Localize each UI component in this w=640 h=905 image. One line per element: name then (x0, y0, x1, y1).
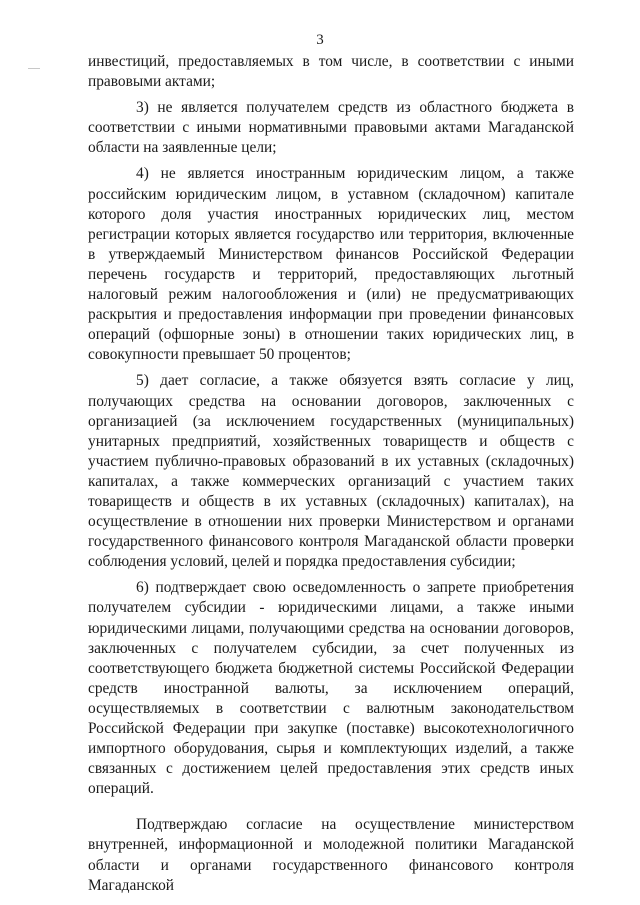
margin-mark (28, 68, 40, 69)
paragraph-item-4: 4) не является иностранным юридическим лицом, а также российским юридическим лицом, в уставном (складочном) капитале которого доля участия иностранных юридических лиц, местом регистрации которых является государство или территория, включенные в утверждаемый Министерством финансов Российской Федерации перечень государств и территорий, предоставляющих льготный налоговый режим налогообложения и (или) не предусматривающих раскрытия и предоставления информации при проведении финансовых операций (офшорные зоны) в отношении таких юридических лиц, в совокупности превышает 50 процентов; (88, 165, 574, 364)
paragraph-continuation: инвестиций, предоставляемых в том числе, в соответствии с иными правовыми актами; (88, 53, 574, 91)
page-number: 3 (316, 32, 324, 48)
paragraph-consent: Подтверждаю согласие на осуществление министерством внутренней, информационной и молодежной политики Магаданской области и органами государственного финансового контроля Магаданской (88, 816, 574, 894)
paragraph-item-6: 6) подтверждает свою осведомленность о запрете приобретения получателем субсидии - юридическими лицами, а также иными юридическими лицами, получающими средства на основании договоров, заключенных с получателем субсидии, за счет полученных из соответствующего бюджета бюджетной системы Российской Федерации средств иностранной валюты, за исключением операций, осуществляемых в соответствии с валютным законодательством Российской Федерации при закупке (поставке) высокотехнологичного импортного оборудования, сырья и комплектующих изделий, а также связанных с достижением целей предоставления этих средств иных операций. (88, 579, 574, 798)
paragraph-item-5: 5) дает согласие, а также обязуется взять согласие у лиц, получающих средства на основании договоров, заключенных с организацией (за исключением государственных (муниципальных) унитарных предприятий, хозяйственных товариществ и обществ с участием публично-правовых образований в их уставных (складочных) капиталах, а также коммерческих организаций с участием таких товариществ и обществ в их уставных (складочных) капиталах), на осуществление в отношении них проверки Министерством и органами государственного финансового контроля Магаданской области проверки соблюдения условий, целей и порядка предоставления субсидии; (88, 372, 574, 571)
paragraph-item-3: 3) не является получателем средств из областного бюджета в соответствии с иными нормативными правовыми актами Магаданской области на заявленные цели; (88, 99, 574, 157)
document-body (88, 52, 574, 896)
